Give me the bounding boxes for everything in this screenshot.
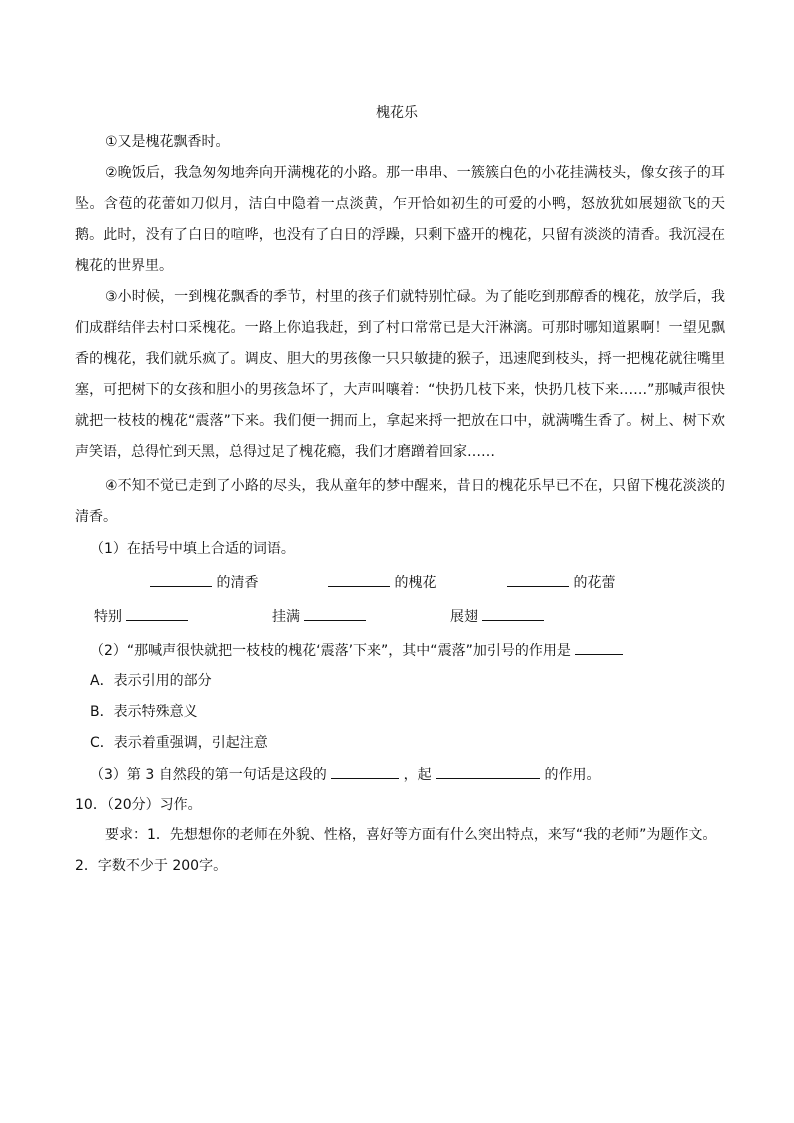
- answer-blank[interactable]: [507, 572, 569, 587]
- answer-blank[interactable]: [575, 640, 623, 655]
- q1-item-2: [328, 572, 436, 593]
- q1-item-1: [150, 572, 258, 593]
- q1-item-4-label: 特别: [94, 609, 122, 625]
- question-3-text-c: 的作用。: [544, 767, 601, 783]
- answer-blank[interactable]: [436, 764, 540, 779]
- question-3-text-a: （3）第 3 自然段的第一句话是这段的: [90, 767, 327, 783]
- question-3-prompt: [90, 764, 601, 785]
- q1-item-6-label: 展翅: [450, 609, 478, 625]
- question-2-text: （2）“那喊声很快就把一枝枝的槐花‘震落’下来”，其中“震落”加引号的作用是: [90, 643, 571, 659]
- paragraph-4: ④不知不觉已走到了小路的尽头，我从童年的梦中醒来，昔日的槐花乐早已不在，只留下槐花淡淡的清香。: [75, 478, 725, 525]
- q1-item-5-label: 挂满: [272, 609, 300, 625]
- answer-blank[interactable]: [331, 764, 399, 779]
- answer-blank[interactable]: [126, 606, 188, 621]
- option-a: A．表示引用的部分: [90, 673, 212, 689]
- paragraph-1: ①又是槐花飘香时。: [105, 134, 230, 150]
- q1-item-6: [450, 606, 544, 627]
- q1-item-4: [94, 606, 188, 627]
- answer-blank[interactable]: [328, 572, 390, 587]
- question-2-prompt: [90, 640, 623, 661]
- passage-title: 槐花乐: [376, 105, 418, 121]
- option-b: B．表示特殊意义: [90, 704, 198, 720]
- q1-item-1-label: 的清香: [216, 575, 259, 591]
- q1-item-3: [507, 572, 615, 593]
- question-10-heading: 10．（20分）习作。: [75, 797, 202, 813]
- q1-item-2-label: 的槐花: [394, 575, 437, 591]
- option-c: C．表示着重强调，引起注意: [90, 735, 268, 751]
- answer-blank[interactable]: [150, 572, 212, 587]
- question-3-text-b: ，起: [403, 767, 432, 783]
- question-1-prompt: （1）在括号中填上合适的词语。: [90, 541, 295, 557]
- q1-item-5: [272, 606, 366, 627]
- answer-blank[interactable]: [482, 606, 544, 621]
- paragraph-2: ②晚饭后，我急匆匆地奔向开满槐花的小路。那一串串、一簇簇白色的小花挂满枝头，像女孩子的耳坠。含苞的花蕾如刀似月，洁白中隐着一点淡黄，乍开恰如初生的可爱的小鸭，怒放犹如展翅欲飞的天鹅。此时，没有了白日的喧哗，也没有了白日的浮躁，只剩下盛开的槐花，只留有淡淡的清香。我沉浸在槐花的世界里。: [75, 165, 725, 274]
- paragraph-3: ③小时候，一到槐花飘香的季节，村里的孩子们就特别忙碌。为了能吃到那醇香的槐花，放学后，我们成群结伴去村口采槐花。一路上你追我赶，到了村口常常已是大汗淋漓。可那时哪知道累啊！一望见飘香的槐花，我们就乐疯了。调皮、胆大的男孩像一只只敏捷的猴子，迅速爬到枝头，捋一把槐花就往嘴里塞，可把树下的女孩和胆小的男孩急坏了，大声叫嚷着：“快扔几枝下来，快扔几枝下来……”那喊声很快就把一枝枝的槐花“震落”下来。我们便一拥而上，拿起来捋一把放在口中，就满嘴生香了。树上、树下欢声笑语，总得忙到天黑，总得过足了槐花瘾，我们才磨蹭着回家……: [75, 289, 725, 460]
- question-10-requirement: 要求：1．先想想你的老师在外貌、性格，喜好等方面有什么突出特点，来写“我的老师”为题作文。2．字数不少于 200字。: [75, 827, 717, 874]
- answer-blank[interactable]: [304, 606, 366, 621]
- q1-item-3-label: 的花蕾: [573, 575, 616, 591]
